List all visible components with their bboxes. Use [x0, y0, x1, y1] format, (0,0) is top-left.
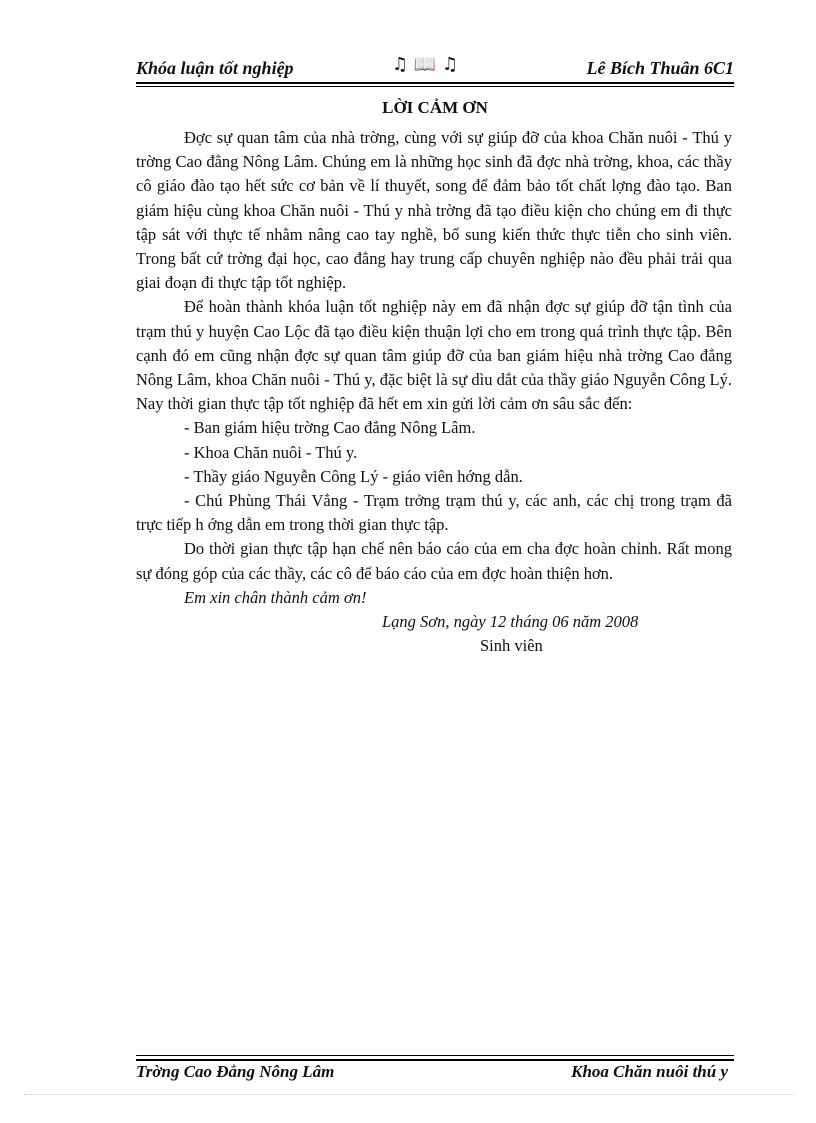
footer-rule-bottom	[136, 1059, 734, 1061]
footer-department-label: Khoa Chăn nuôi thú y	[571, 1062, 728, 1081]
paragraph-intro: Đợc sự quan tâm của nhà trờng, cùng với sự giúp đỡ của khoa Chăn nuôi - Thú y trờng Cao đẳng Nông Lâm. Chúng em là những học sinh đã đợc nhà trờng, khoa, các thầy cô giáo đào tạo hết sức cơ bản về lí thuyết, song để đảm bảo tốt chất lợng đào tạo. Ban giám hiệu cùng khoa Chăn nuôi - Thú y nhà trờng đã tạo điều kiện cho chúng em đi thực tập sát với thực tế nhằm nâng cao tay nghề, bổ sung kiến thức thực tiễn cho sinh viên. Trong bất cứ trờng đại học, cao đẳng hay trung cấp chuyên nghiệp nào đều phải trải qua giai đoạn đi thực tập tốt nghiệp.	[136, 128, 732, 293]
list-item: - Ban giám hiệu trờng Cao đẳng Nông Lâm.	[184, 418, 476, 438]
signer-label: Sinh viên	[480, 636, 543, 656]
footer-rule-top	[136, 1055, 734, 1056]
list-item: - Khoa Chăn nuôi - Thú y.	[184, 442, 358, 462]
list-item: - Thầy giáo Nguyễn Công Lý - giáo viên hớng dẫn.	[184, 466, 523, 486]
place-date: Lạng Sơn, ngày 12 tháng 06 năm 2008	[382, 612, 639, 632]
book-ornament-icon: ♫ 📖 ♫	[392, 54, 459, 75]
document-body	[136, 126, 732, 658]
paragraph-apology: Do thời gian thực tập hạn chế nên báo cáo của em cha đợc hoàn chỉnh. Rất mong sự đóng góp của các thầy, các cô để báo cáo của em đợc hoàn thiện hơn.	[136, 539, 732, 583]
page-edge-divider	[24, 1094, 794, 1095]
page-header	[136, 54, 734, 82]
paragraph-thanks: Để hoàn thành khóa luận tốt nghiệp này em đã nhận đợc sự giúp đỡ tận tình của trạm thú y huyện Cao Lộc đã tạo điều kiện thuận lợi cho em trong quá trình thực tập. Bên cạnh đó em cũng nhận đợc sự quan tâm giúp đỡ của ban giám hiệu nhà trờng Cao đẳng Nông Lâm, khoa Chăn nuôi - Thú y, đặc biệt là sự dìu dắt của thầy giáo Nguyễn Công Lý. Nay thời gian thực tập tốt nghiệp đã hết em xin gửi lời cảm ơn sâu sắc đến:	[136, 297, 732, 414]
page-footer	[136, 1062, 734, 1084]
header-thesis-label: Khóa luận tốt nghiệp	[136, 58, 294, 78]
header-author-label: Lê Bích Thuân 6C1	[586, 58, 734, 78]
page-title: LỜI CẢM ƠN	[382, 98, 488, 117]
list-item: - Chú Phùng Thái Vẳng - Trạm trởng trạm thú y, các anh, các chị trong trạm đã trực tiếp h ớng dẫn em trong thời gian thực tập.	[136, 491, 732, 535]
header-rule-top	[136, 82, 734, 84]
footer-school-label: Trờng Cao Đẳng Nông Lâm	[136, 1062, 335, 1081]
header-rule-bottom	[136, 86, 734, 87]
closing-line: Em xin chân thành cảm ơn!	[184, 587, 367, 607]
